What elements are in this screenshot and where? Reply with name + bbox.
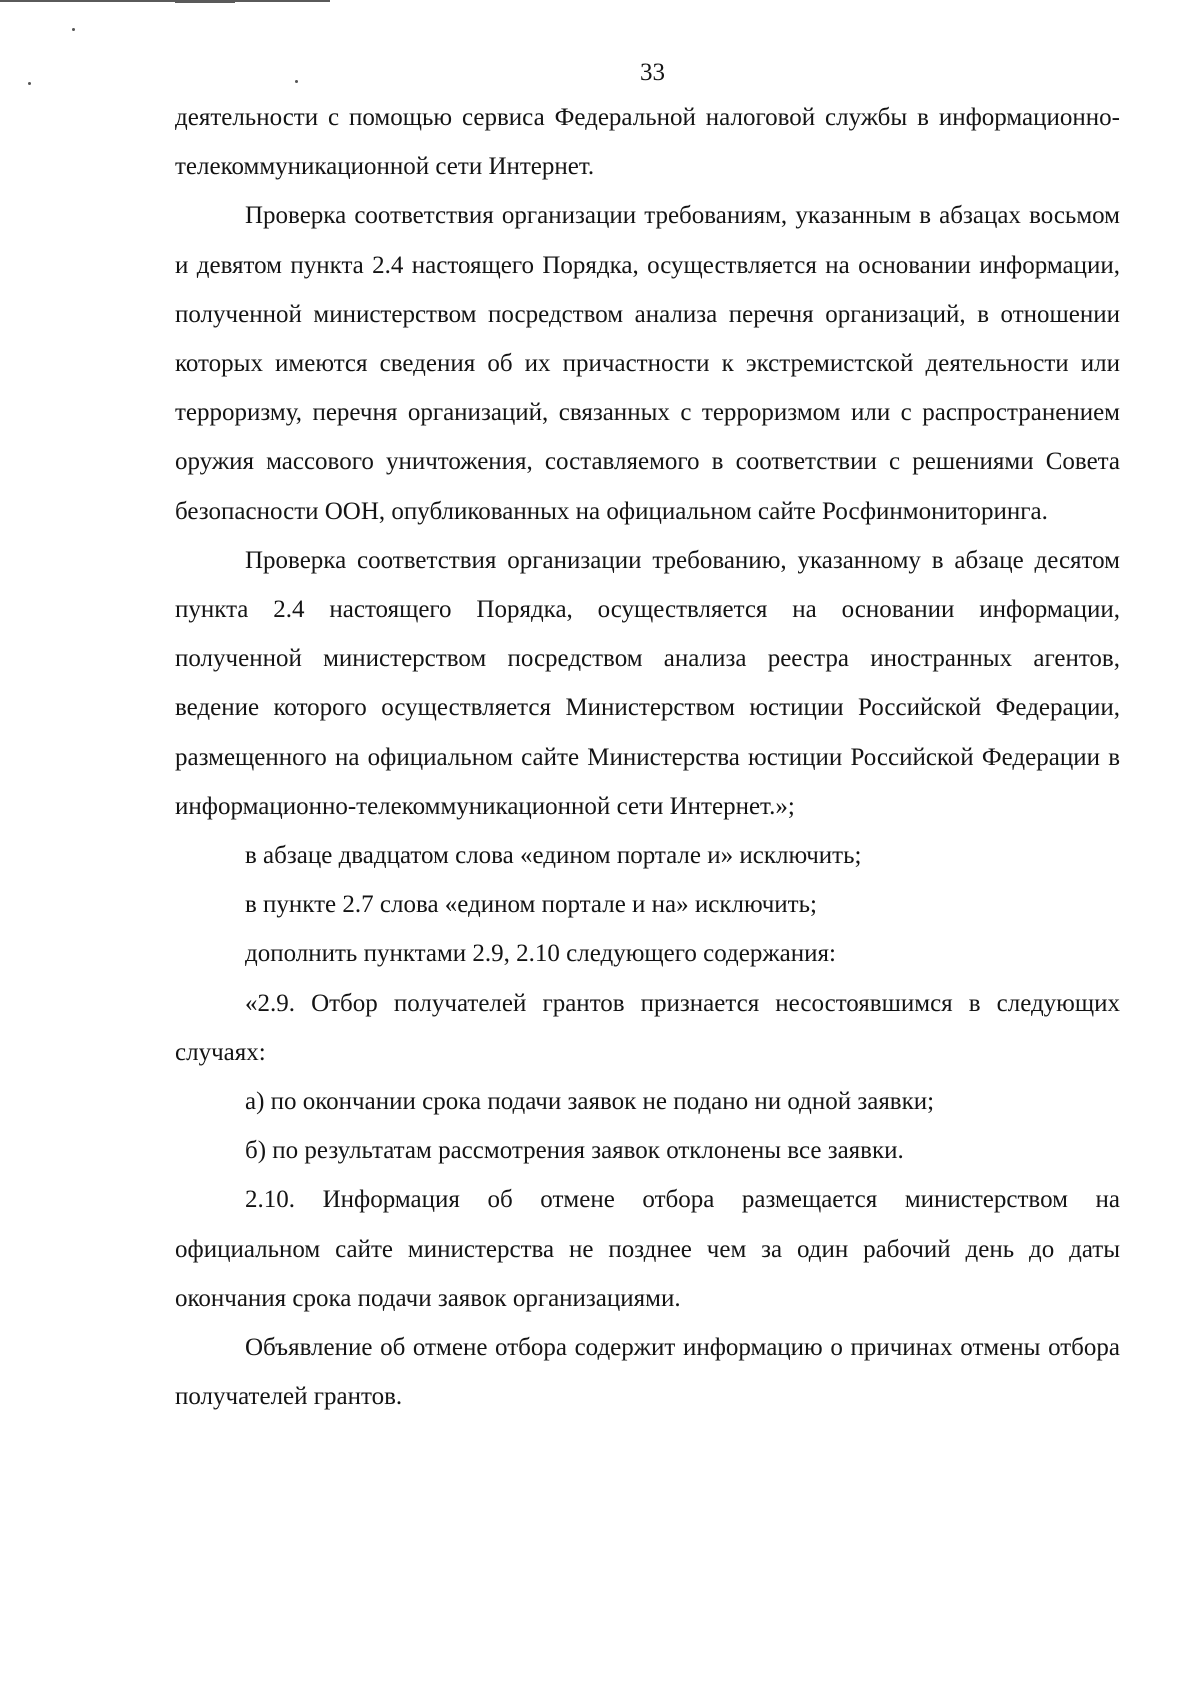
paragraph: а) по окончании срока подачи заявок не подано ни одной заявки; [245,1088,935,1116]
paragraph: 2.10. Информация об отмене отбора размещается министерством на официальном сайте министерства не позднее чем за один рабочий день до даты окончания срока подачи заявок организациями. [175,1186,1120,1312]
paragraph: Объявление об отмене отбора содержит информацию о причинах отмены отбора получателей грантов. [175,1334,1120,1411]
scan-edge-mark [0,0,330,2]
paragraph: Проверка соответствия организации требованиям, указанным в абзацах восьмом и девятом пункта 2.4 настоящего Порядка, осуществляется на основании информации, полученной министерством посредством анализа перечня организаций, в отношении которых имеются сведения об их причастности к экстремистской деятельности или терроризму, перечня организаций, связанных с терроризмом или с распространением оружия массового уничтожения, составляемого в соответствии с решениями Совета безопасности ООН, опубликованных на официальном сайте Росфинмониторинга. [175,202,1120,525]
paragraph-continuation: деятельности с помощью сервиса Федеральной налоговой службы в информационно-телекоммуникационной сети Интернет. [175,104,1120,181]
scan-speck [72,28,75,31]
document-body [175,93,1120,1421]
page-number: 33 [640,59,665,86]
scan-edge-mark [175,1,235,3]
paragraph: «2.9. Отбор получателей грантов признается несостоявшимся в следующих случаях: [175,989,1120,1066]
paragraph: Проверка соответствия организации требованию, указанному в абзаце десятом пункта 2.4 настоящего Порядка, осуществляется на основании информации, полученной министерством посредством анализа реестра иностранных агентов, ведение которого осуществляется Министерством юстиции Российской Федерации, размещенного на официальном сайте Министерства юстиции Российской Федерации в информационно-телекоммуникационной сети Интернет.»; [175,546,1120,820]
paragraph: в абзаце двадцатом слова «едином портале и» исключить; [245,842,862,870]
paragraph: в пункте 2.7 слова «едином портале и на» исключить; [245,891,817,919]
paragraph: дополнить пунктами 2.9, 2.10 следующего содержания: [245,940,836,968]
paragraph: б) по результатам рассмотрения заявок отклонены все заявки. [245,1137,904,1165]
